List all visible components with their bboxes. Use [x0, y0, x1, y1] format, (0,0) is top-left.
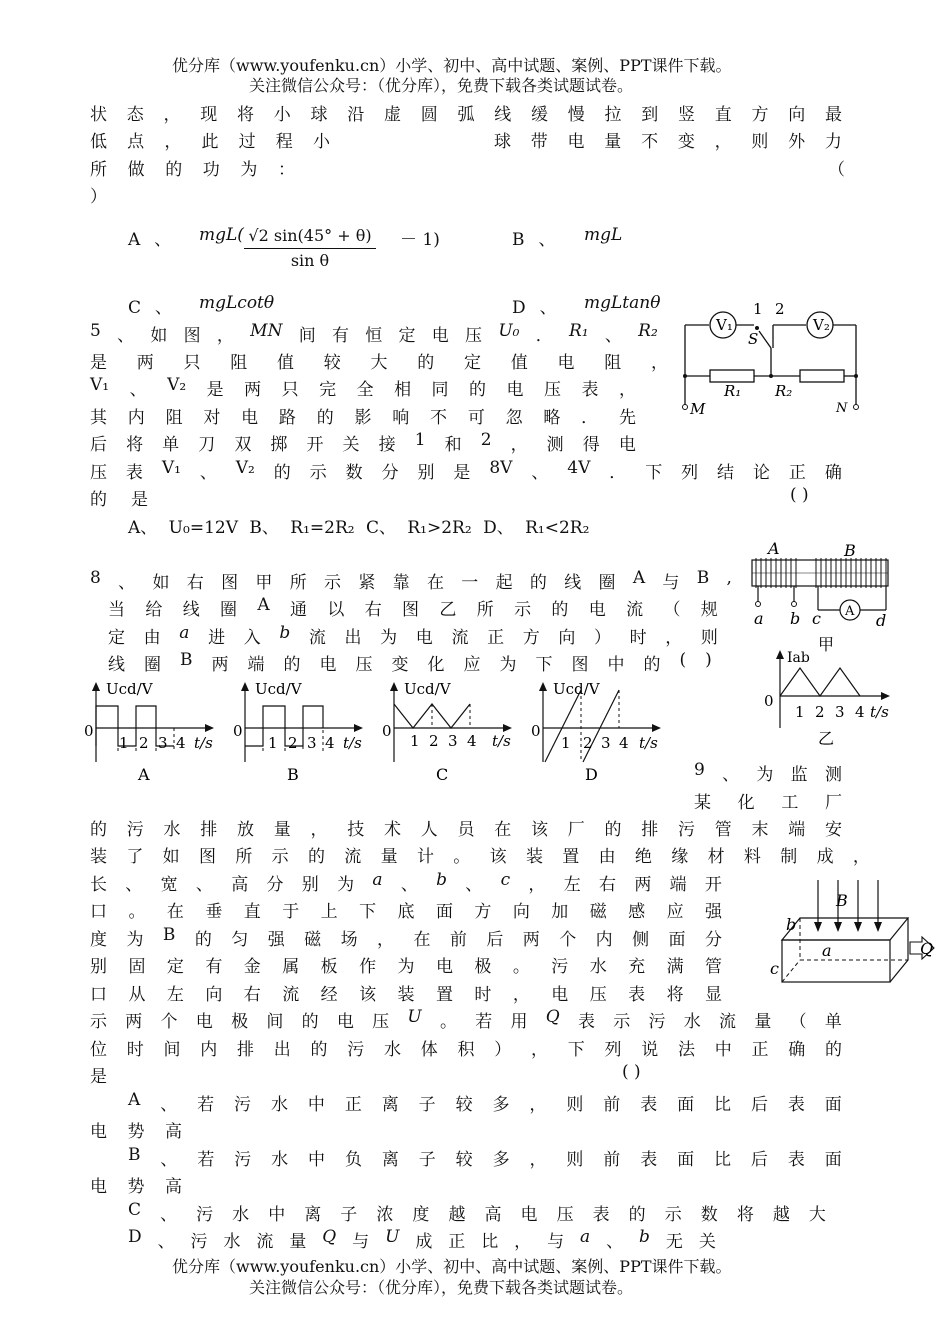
prev-opt-a-label: A、 [128, 230, 186, 250]
q8-fig-terminal-a: a [754, 609, 764, 628]
q8-fig-coil-a: A [768, 539, 780, 558]
q8-graph-c-tick-3: 3 [448, 732, 458, 750]
q8-graph-d [531, 676, 671, 786]
prev-paren-open: （ [828, 160, 845, 180]
q9-line-1: 的 污 水 排 放 量 ， 技 术 人 员 在 该 厂 的 排 污 管 末 端 安 [90, 820, 842, 840]
q9-option-c: C 、 污 水 中 离 子 浓 度 越 高 电 压 表 的 示 数 将 越 大 [128, 1200, 826, 1225]
q9-line-3: 长 、 宽 、 高 分 别 为 a 、 b 、 c ， 左 右 两 端 开 [90, 870, 722, 895]
q8-line-4: 线 圈 B 两 端 的 电 压 变 化 应 为 下 图 中 的 ( ) [108, 650, 712, 675]
q9-line-4: 口 。 在 垂 直 于 上 下 底 面 方 向 加 磁 感 应 强 [90, 902, 722, 922]
q8-graph-d-tick-2: 2 [583, 734, 593, 752]
q8-graph-a-tick-3: 3 [158, 734, 168, 752]
q8-graph-c-xlabel: t/s [492, 732, 511, 750]
prev-opt-a-tail: － 1) [400, 230, 440, 250]
q8-graph-b-caption: B [287, 765, 299, 784]
q8-graph-c-caption: C [436, 765, 449, 784]
q5-circuit-figure [676, 298, 868, 422]
q5-fig-v2: V₂ [813, 316, 830, 334]
q8-graph-b [233, 676, 373, 786]
q5-fig-contact-1: 1 [753, 300, 763, 318]
prev-line-1: 状 态 ， 现 将 小 球 沿 虚 圆 弧 线 缓 慢 拉 到 竖 直 方 向 最 [90, 105, 842, 125]
q8-line-2: 当 给 线 圈 A 通 以 右 图 乙 所 示 的 电 流 （ 规 [108, 595, 718, 620]
q5-fig-r1: R₁ [724, 382, 742, 400]
q5-line-2: 是 两 只 阻 值 较 大 的 定 值 电 阻 ， [90, 353, 668, 373]
q8-fig-caption-jia: 甲 [818, 635, 835, 654]
q8-graph-c-tick-4: 4 [467, 732, 477, 750]
q8-graph-b-ylabel: Ucd/V [255, 680, 302, 698]
q9-answer: ( ) [622, 1062, 641, 1082]
q8-line-3: 定 由 a 进 入 b 流 出 为 电 流 正 方 向 ） 时 ， 则 [108, 623, 718, 648]
q8-graph-b-tick-3: 3 [307, 734, 317, 752]
q9-line-8: 示 两 个 电 极 间 的 电 压 U 。 若 用 Q 表 示 污 水 流 量 （ 单 [90, 1007, 842, 1032]
q8-graph-d-xlabel: t/s [639, 734, 658, 752]
q5-line-7: 的 是 [90, 490, 148, 510]
q9-fig-q: Q [920, 939, 934, 958]
q8-graph-a-xlabel: t/s [194, 734, 213, 752]
q8-line-1: 8 、 如 右 图 甲 所 示 紧 靠 在 一 起 的 线 圈 A 与 B , [90, 568, 732, 593]
q8-graph-b-origin: 0 [233, 722, 243, 740]
q9-line-7: 口 从 左 向 右 流 经 该 装 置 时 ， 电 压 表 将 显 [90, 985, 722, 1005]
q8-yi-ylabel: Iab [787, 650, 810, 666]
prev-opt-a-numerator: √2 sin(45° + θ) [244, 226, 376, 249]
prev-opt-a-lead: mgL( [199, 225, 244, 245]
prev-line-2a: 低 点 ， 此 过 程 小 [90, 132, 330, 152]
q9-fig-field: B [836, 891, 848, 910]
q9-option-b-line-2: 电 势 高 [90, 1177, 182, 1197]
q9-line-0a: 9 、 为 监 测 [694, 760, 842, 785]
q9-option-a-line-1: A 、 若 污 水 中 正 离 子 较 多 ， 则 前 表 面 比 后 表 面 [128, 1090, 842, 1115]
q8-graph-d-tick-1: 1 [561, 734, 571, 752]
q8-graph-a [84, 676, 224, 786]
q9-line-5: 度 为 B 的 匀 强 磁 场 ， 在 前 后 两 个 内 侧 面 分 [90, 925, 722, 950]
prev-opt-d-label: D、 [512, 298, 571, 318]
q9-option-a-line-2: 电 势 高 [90, 1122, 182, 1142]
q9-option-d: D 、 污 水 流 量 Q 与 U 成 正 比 ， 与 a 、 b 无 关 [128, 1227, 716, 1252]
q8-fig-terminal-c: c [812, 609, 821, 628]
prev-opt-a-denominator: sin θ [290, 251, 330, 270]
q8-graph-c-tick-2: 2 [429, 732, 439, 750]
q9-line-6: 别 固 定 有 金 属 板 作 为 电 极 。 污 水 充 满 管 [90, 957, 722, 977]
q8-yi-origin: 0 [764, 692, 774, 710]
prev-line-2b: 球 带 电 量 不 变 ， 则 外 力 [494, 132, 842, 152]
q5-line-6: 压 表 V₁ 、 V₂ 的 示 数 分 别 是 8V 、 4V ． 下 列 结 论 正 确 [90, 458, 842, 483]
q8-yi-tick-2: 2 [815, 703, 825, 721]
q8-graph-a-caption: A [138, 765, 150, 784]
q9-fig-a: a [822, 941, 832, 960]
prev-opt-b-label: B、 [512, 230, 570, 250]
q8-yi-tick-1: 1 [795, 703, 805, 721]
q8-coils-figure [744, 536, 904, 656]
q5-line-4: 其 内 阻 对 电 路 的 影 响 不 可 忽 略 ． 先 [90, 408, 636, 428]
footer-line-2: 关注微信公众号：（优分库），免费下载各类试题试卷。 [249, 1278, 634, 1297]
q8-fig-coil-b: B [844, 541, 856, 560]
q8-yi-caption: 乙 [818, 729, 835, 748]
q5-fig-r2: R₂ [775, 382, 793, 400]
q8-graph-a-tick-2: 2 [139, 734, 149, 752]
q8-graph-c [382, 676, 522, 786]
q5-fig-n: N [836, 401, 848, 416]
q5-fig-v1: V₁ [716, 316, 733, 334]
prev-opt-c: mgLcotθ [199, 293, 275, 313]
q9-line-10: 是 [90, 1067, 107, 1087]
q9-line-0b: 某 化 工 厂 [694, 793, 842, 813]
q5-options: A、 U₀=12V B、 R₁=2R₂ C、 R₁>2R₂ D、 R₁<2R₂ [128, 518, 590, 538]
q5-line-1: 5 、 如 图 ， MN 间 有 恒 定 电 压 U₀ ． R₁ 、 R₂ [90, 321, 658, 346]
q5-answer: ( ) [790, 485, 809, 505]
q8-graph-b-tick-1: 1 [268, 734, 278, 752]
q9-line-9: 位 时 间 内 排 出 的 污 水 体 积 ） ， 下 列 说 法 中 正 确 的 [90, 1040, 842, 1060]
q8-graph-b-tick-2: 2 [288, 734, 298, 752]
header-line-2: 关注微信公众号：（优分库），免费下载各类试题试卷。 [249, 76, 634, 95]
q8-graph-d-origin: 0 [531, 722, 541, 740]
prev-opt-c-label: C、 [128, 298, 187, 318]
q8-graph-a-origin: 0 [84, 722, 94, 740]
q8-graph-c-origin: 0 [382, 722, 392, 740]
prev-opt-a-fraction [244, 226, 376, 270]
q8-yi-tick-4: 4 [855, 703, 865, 721]
q9-fig-b: b [786, 915, 797, 934]
prev-opt-d: mgLtanθ [584, 293, 661, 313]
prev-opt-b: mgL [584, 225, 623, 245]
q5-line-5: 后 将 单 刀 双 掷 开 关 接 1 和 2 ， 测 得 电 [90, 430, 636, 455]
header-line-1: 优分库（www.youfenku.cn）小学、初中、高中试题、案例、PPT课件下载。 [172, 56, 732, 75]
q8-fig-terminal-d: d [876, 611, 887, 630]
prev-paren-close: ） [90, 187, 107, 207]
q5-fig-contact-2: 2 [775, 300, 785, 318]
q8-fig-ammeter: A [845, 604, 855, 619]
q5-fig-switch: S [748, 330, 759, 348]
q8-current-graph [760, 646, 900, 750]
q8-graph-c-tick-1: 1 [410, 732, 420, 750]
q9-flowmeter-figure [770, 876, 938, 988]
q5-fig-m: M [690, 400, 706, 418]
q8-fig-terminal-b: b [790, 609, 801, 628]
q8-graph-b-xlabel: t/s [343, 734, 362, 752]
q9-line-2: 装 了 如 图 所 示 的 流 量 计 。 该 装 置 由 绝 缘 材 料 制 成 ， [90, 847, 870, 867]
q5-line-3: V₁ 、 V₂ 是 两 只 完 全 相 同 的 电 压 表 ， [90, 375, 636, 400]
q8-graph-a-tick-1: 1 [119, 734, 129, 752]
prev-line-3: 所 做 的 功 为 ： [90, 160, 295, 180]
q9-option-b-line-1: B 、 若 污 水 中 负 离 子 较 多 ， 则 前 表 面 比 后 表 面 [128, 1145, 842, 1170]
q8-coil-windings [756, 558, 886, 588]
q8-yi-xlabel: t/s [870, 703, 889, 721]
q8-graph-a-tick-4: 4 [176, 734, 186, 752]
q8-graph-c-ylabel: Ucd/V [404, 680, 451, 698]
q8-graph-d-tick-4: 4 [619, 734, 629, 752]
q8-graph-d-caption: D [585, 765, 598, 784]
q8-yi-tick-3: 3 [835, 703, 845, 721]
footer-line-1: 优分库（www.youfenku.cn）小学、初中、高中试题、案例、PPT课件下载。 [172, 1257, 732, 1276]
q9-fig-c: c [770, 959, 779, 978]
q8-graph-d-tick-3: 3 [601, 734, 611, 752]
q8-graph-b-tick-4: 4 [325, 734, 335, 752]
q8-graph-a-ylabel: Ucd/V [106, 680, 153, 698]
q8-graph-d-ylabel: Ucd/V [553, 680, 600, 698]
